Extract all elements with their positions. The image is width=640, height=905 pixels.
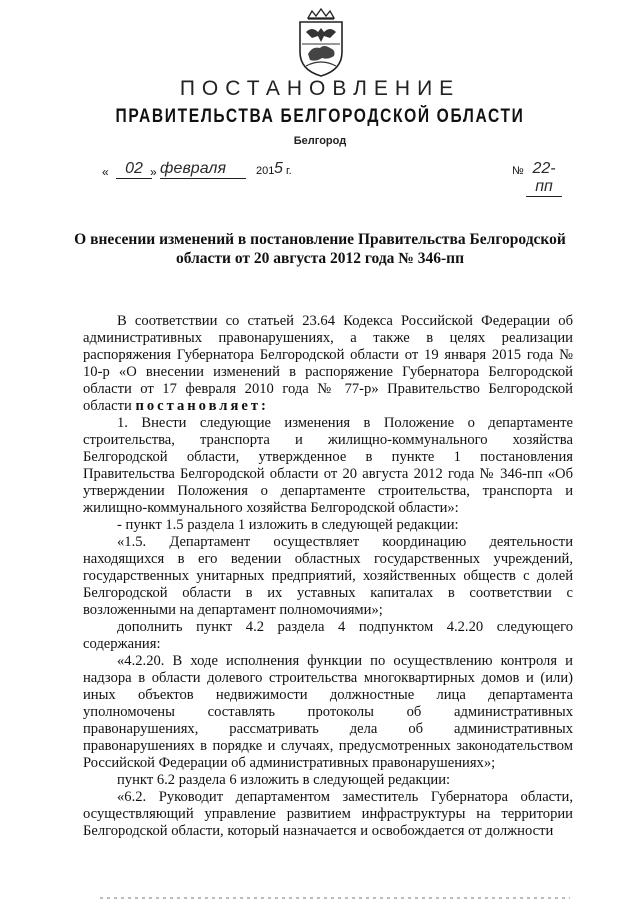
paragraph-item-1-5-text: «1.5. Департамент осуществляет координацию деятельности находящихся в его ведении областных государственных учреждений, государственных унитарных предприятий, хозяйственных обществ с долей Белгородской области в их уставных капиталах в соответствии с возложенными на департамент полномочиями»; xyxy=(83,534,573,618)
date-year-suffix: г. xyxy=(286,165,292,177)
footer-dotted-line xyxy=(100,895,570,901)
preamble-text: В соответствии со статьей 23.64 Кодекса Российской Федерации об административных правонарушениях, а также в целях реализации распоряжения Губернатора Белгородской области от 19 января 2015 года № 10-р «О внесении изменений в распоряжение Губернатора Белгородской области от 17 февраля 2010 года № 77-р» Правительство Белгородской области xyxy=(83,313,573,414)
issuing-authority-title: ПРАВИТЕЛЬСТВА БЕЛГОРОДСКОЙ ОБЛАСТИ xyxy=(115,106,525,127)
paragraph-item-6-2-intro: пункт 6.2 раздела 6 изложить в следующей редакции: xyxy=(117,772,451,788)
date-year-digit: 5 xyxy=(274,160,283,177)
date-close-quote: » xyxy=(150,165,157,179)
date-month: февраля xyxy=(160,160,246,179)
paragraph-item-6-2-text: «6.2. Руководит департаментом заместитель Губернатора области, осуществляющий управление развитием инфраструктуры на территории Белгородской области, который назначается и освобождается от должности xyxy=(83,789,573,839)
date-year-prefix: 201 xyxy=(256,165,275,177)
date-day: 02 xyxy=(116,160,152,179)
paragraph-preamble xyxy=(83,313,573,415)
document-type-title: ПОСТАНОВЛЕНИЕ xyxy=(179,77,461,100)
document-body xyxy=(83,313,573,840)
date-open-quote: « xyxy=(102,165,109,179)
city-name: Белгород xyxy=(293,135,347,147)
resolves-word: постановляет: xyxy=(135,398,269,414)
paragraph-item-1: 1. Внести следующие изменения в Положение о департаменте строительства, транспорта и жилищно-коммунального хозяйства Белгородской области, утвержденное в пункте 1 постановления Правительства Белгородской области от 20 августа 2012 года № 346-пп «Об утверждении Положения о департаменте строительства, транспорта и жилищно-коммунального хозяйства Белгородской области»: xyxy=(83,415,573,516)
document-subject: О внесении изменений в постановление Правительства Белгородской области от 20 августа 2012 года № 346-пп xyxy=(74,231,566,267)
paragraph-item-4-2-20-intro: дополнить пункт 4.2 раздела 4 подпунктом 4.2.20 следующего содержания: xyxy=(83,619,573,652)
date-number-line xyxy=(0,160,640,195)
document-number: 22-пп xyxy=(526,160,562,197)
paragraph-item-4-2-20-text: «4.2.20. В ходе исполнения функции по осуществлению контроля и надзора в области долевого строительства многоквартирных домов и (или) иных объектов недвижимости должностные лица департамента уполномочены составлять протоколы об административных правонарушениях, рассматривать дела об административных правонарушениях в порядке и случаях, предусмотренных законодательством Российской Федерации об административных правонарушениях»; xyxy=(83,653,573,771)
document-number-label: № xyxy=(512,165,524,177)
paragraph-item-1-5-intro: - пункт 1.5 раздела 1 изложить в следующей редакции: xyxy=(117,517,459,533)
coat-of-arms-icon xyxy=(294,8,348,78)
